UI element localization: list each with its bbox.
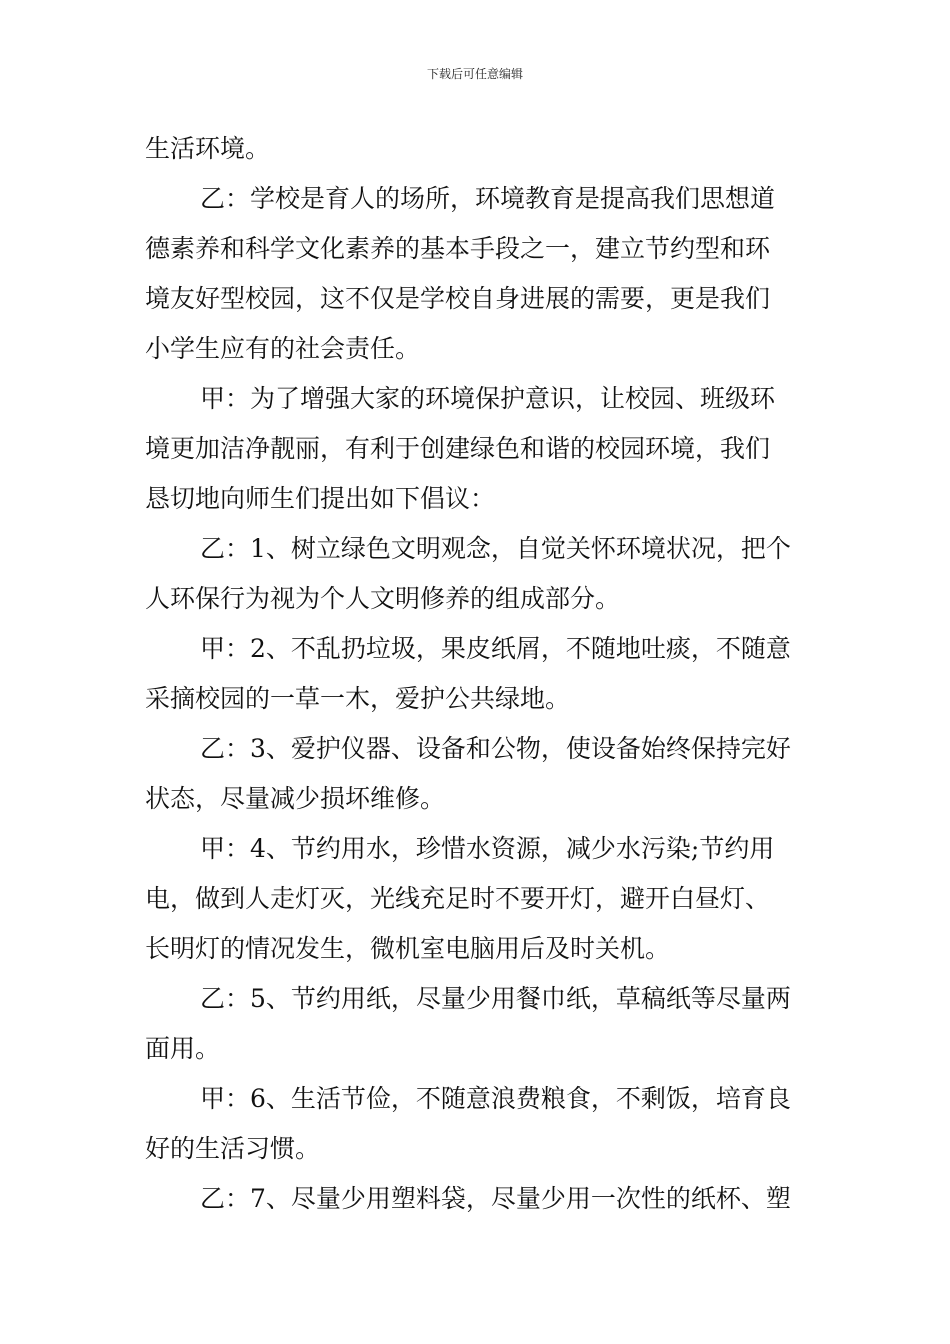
text-line: 甲：4、节约用水，珍惜水资源，减少水污染;节约用 xyxy=(200,834,775,863)
text-line: 状态，尽量减少损坏维修。 xyxy=(145,784,446,813)
text-line: 长明灯的情况发生，微机室电脑用后及时关机。 xyxy=(145,934,671,963)
text-line: 乙：3、爱护仪器、设备和公物，使设备始终保持完好 xyxy=(200,734,791,763)
text-line: 德素养和科学文化素养的基本手段之一，建立节约型和环 xyxy=(145,234,771,263)
text-line: 境更加洁净靓丽，有利于创建绿色和谐的校园环境，我们 xyxy=(145,434,771,463)
text-line: 甲：为了增强大家的环境保护意识，让校园、班级环 xyxy=(200,384,776,413)
text-line: 电，做到人走灯灭，光线充足时不要开灯，避开白昼灯、 xyxy=(145,884,771,913)
page-header: 下载后可任意编辑 xyxy=(426,67,523,81)
text-line: 恳切地向师生们提出如下倡议： xyxy=(145,484,496,513)
text-line: 乙：学校是育人的场所，环境教育是提高我们思想道 xyxy=(200,184,776,213)
text-line: 甲：6、生活节俭，不随意浪费粮食，不剩饭，培育良 xyxy=(200,1084,791,1113)
text-line: 采摘校园的一草一木，爱护公共绿地。 xyxy=(145,684,571,713)
text-line: 面用。 xyxy=(145,1034,221,1063)
text-line: 生活环境。 xyxy=(145,134,271,163)
text-line: 人环保行为视为个人文明修养的组成部分。 xyxy=(145,584,621,613)
document-body xyxy=(145,124,810,1224)
text-line: 好的生活习惯。 xyxy=(145,1134,321,1163)
text-line: 乙：7、尽量少用塑料袋，尽量少用一次性的纸杯、塑 xyxy=(200,1184,791,1213)
text-line: 乙：5、节约用纸，尽量少用餐巾纸，草稿纸等尽量两 xyxy=(200,984,791,1013)
text-line: 甲：2、不乱扔垃圾，果皮纸屑，不随地吐痰，不随意 xyxy=(200,634,791,663)
text-line: 乙：1、树立绿色文明观念，自觉关怀环境状况，把个 xyxy=(200,534,791,563)
text-line: 小学生应有的社会责任。 xyxy=(145,334,421,363)
text-line: 境友好型校园，这不仅是学校自身进展的需要，更是我们 xyxy=(145,284,771,313)
